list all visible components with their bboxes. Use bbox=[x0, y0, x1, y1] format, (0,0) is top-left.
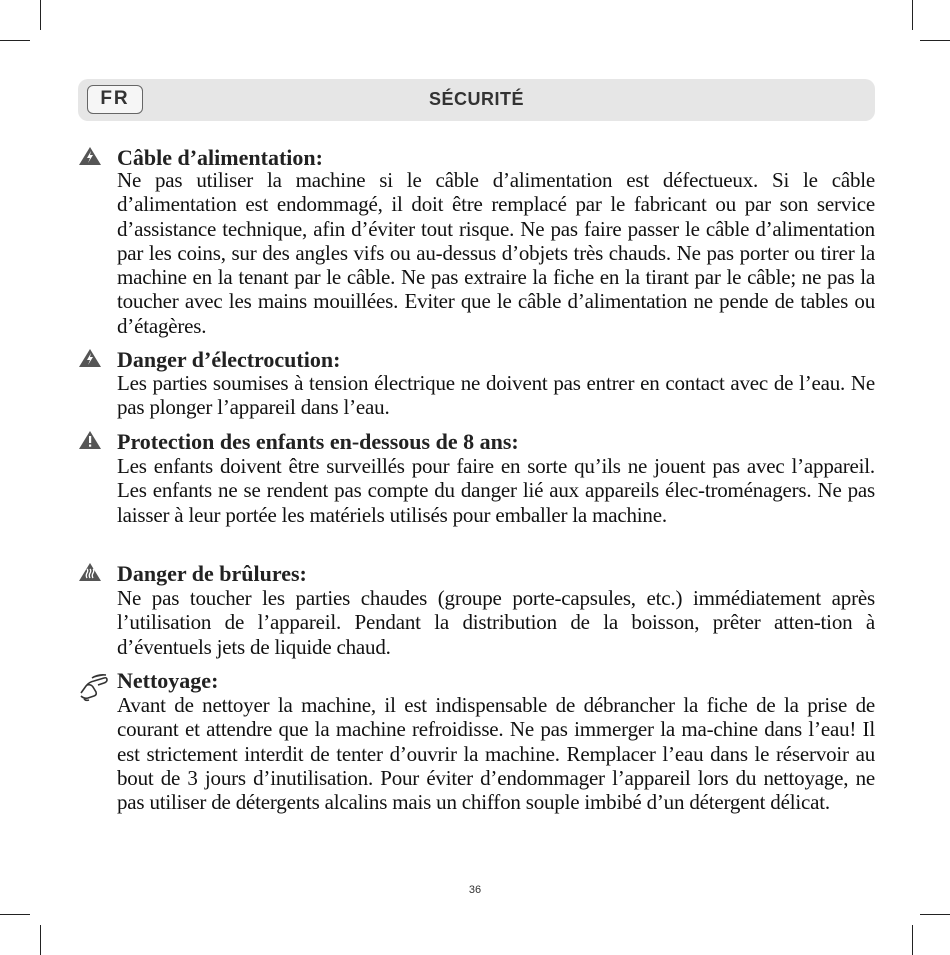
section-body: Les enfants doivent être surveillés pour faire en sorte qu’ils ne jouent pas avec l’appareil. Les enfants ne se rendent pas compte du danger lié aux appareils élec-troménagers. Ne pas laisser à leur portée les matériels utilisés pour emballer la machine. bbox=[117, 454, 875, 527]
crop-mark bbox=[40, 925, 41, 955]
electric-warning-icon bbox=[78, 146, 102, 166]
crop-mark bbox=[40, 0, 41, 30]
section-title: Protection des enfants en-dessous de 8 ans: bbox=[117, 429, 519, 454]
crop-mark bbox=[0, 914, 30, 915]
cleaning-hand-icon bbox=[78, 671, 110, 703]
section-body: Avant de nettoyer la machine, il est indispensable de débrancher la fiche de la prise de courant et attendre que la machine refroidisse. Ne pas immerger la ma-chine dans l’eau! Il est strictement interdit de tenter d’ouvrir la machine. Remplacer l’eau dans le réservoir au bout de 3 jours d’inutilisation. Pour éviter d’endommager l’appareil lors du nettoyage, ne pas utiliser de détergents alcalins mais un chiffon souple imbibé d’un détergent délicat. bbox=[117, 693, 875, 815]
warning-icon bbox=[78, 430, 102, 450]
section-body: Les parties soumises à tension électrique ne doivent pas entrer en contact avec de l’eau. Ne pas plonger l’appareil dans l’eau. bbox=[117, 371, 875, 420]
hot-surface-warning-icon bbox=[78, 562, 102, 582]
crop-mark bbox=[920, 914, 950, 915]
section-title: Nettoyage: bbox=[117, 668, 219, 693]
language-badge: FR bbox=[87, 85, 143, 114]
crop-mark bbox=[0, 40, 30, 41]
crop-mark bbox=[912, 0, 913, 30]
section-header bbox=[78, 79, 875, 121]
section-body: Ne pas utiliser la machine si le câble d’alimentation est défectueux. Si le câble d’alimentation est endommagé, il doit être remplacé par le fabricant ou par son service d’assistance technique, afin d’éviter tout risque. Ne pas faire passer le câble d’alimentation par les coins, sur des angles vifs ou au-dessus d’objets très chauds. Ne pas porter ou tirer la machine en la tenant par le câble. Ne pas extraire la fiche en la tirant par le câble; ne pas la toucher avec les mains mouillées. Eviter que le câble d’alimentation ne pende de tables ou d’étagères. bbox=[117, 168, 875, 338]
section-title: Danger d’électrocution: bbox=[117, 347, 341, 372]
page-title: SÉCURITÉ bbox=[428, 89, 524, 109]
electric-warning-icon bbox=[78, 348, 102, 368]
page-number: 36 bbox=[468, 884, 482, 896]
section-title: Danger de brûlures: bbox=[117, 561, 307, 586]
crop-mark bbox=[920, 40, 950, 41]
section-title: Câble d’alimentation: bbox=[117, 145, 323, 170]
section-body: Ne pas toucher les parties chaudes (groupe porte-capsules, etc.) immédiatement après l’utilisation de l’appareil. Pendant la distribution de la boisson, prêter atten-tion à d’éventuels jets de liquide chaud. bbox=[117, 586, 875, 659]
crop-mark bbox=[912, 925, 913, 955]
